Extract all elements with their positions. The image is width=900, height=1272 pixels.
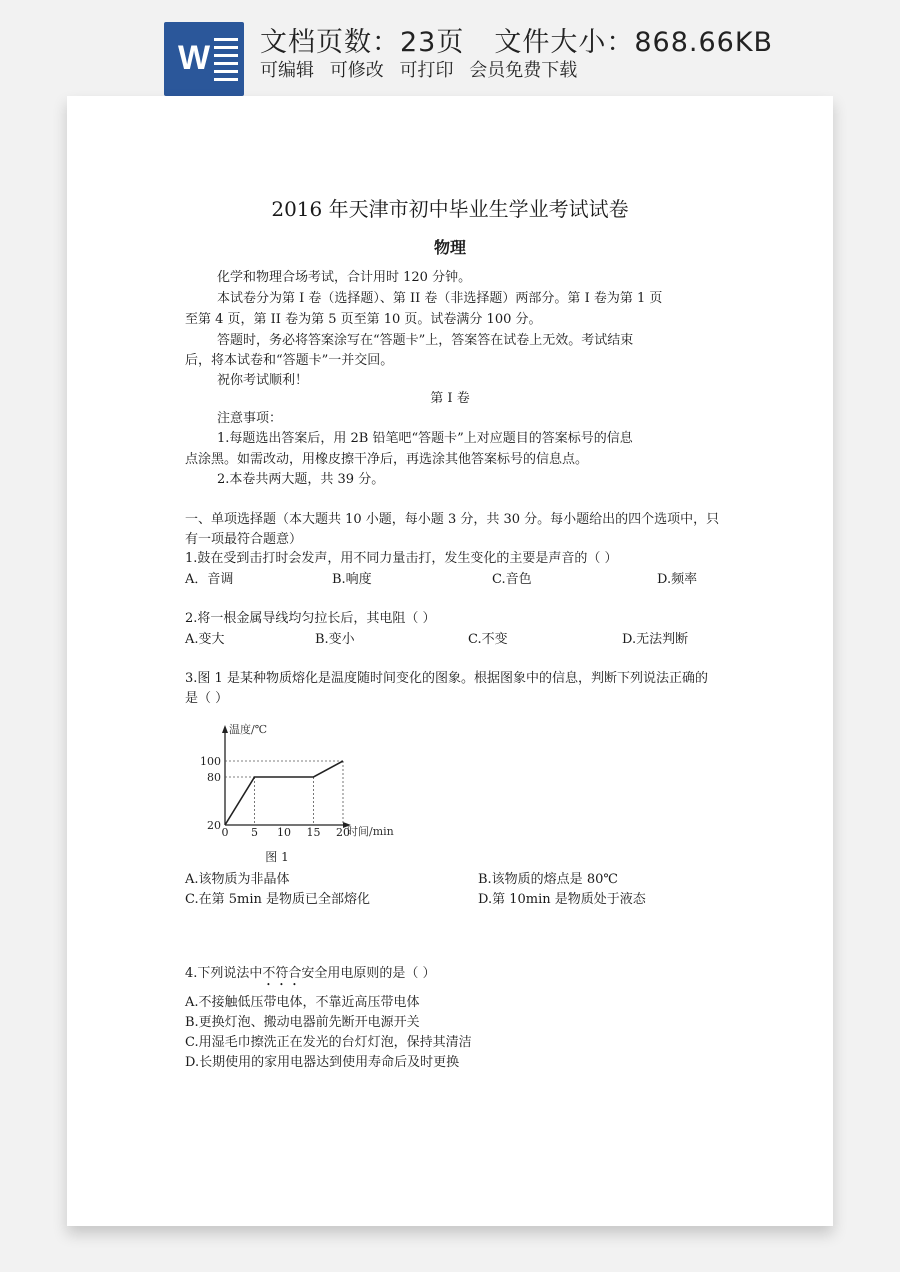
q4-stem-emphasis: 不符合 bbox=[262, 966, 302, 981]
x-tick-label: 20 bbox=[336, 826, 350, 839]
q2-option-d: D.无法判断 bbox=[622, 632, 689, 647]
q2-option-a: A.变大 bbox=[185, 632, 225, 647]
q1-option-d: D.频率 bbox=[657, 572, 698, 587]
x-tick-label: 0 bbox=[221, 826, 229, 839]
intro-line-5: 后，将本试卷和“答题卡”一并交回。 bbox=[185, 353, 394, 368]
notes-title: 注意事项： bbox=[217, 411, 283, 426]
q4-option-d: D.长期使用的家用电器达到使用寿命后及时更换 bbox=[185, 1055, 460, 1070]
intro-line-6: 祝你考试顺利！ bbox=[217, 373, 309, 388]
q4-stem bbox=[185, 965, 436, 989]
file-size: 文件大小：868.66KB bbox=[494, 27, 774, 58]
q3-option-c: C.在第 5min 是物质已全部熔化 bbox=[185, 892, 371, 907]
y-axis-label: 温度/℃ bbox=[229, 723, 268, 736]
q4-stem-suffix: 安全用电原则的是（ ） bbox=[301, 966, 436, 981]
intro-line-3: 至第 4 页，第 II 卷为第 5 页至第 10 页。试卷满分 100 分。 bbox=[185, 312, 542, 327]
x-tick-label: 5 bbox=[251, 826, 258, 839]
note-line-3: 2.本卷共两大题，共 39 分。 bbox=[217, 472, 385, 487]
x-tick-label: 10 bbox=[277, 826, 291, 839]
note-line-1: 1.每题选出答案后，用 2B 铅笔吧“答题卡”上对应题目的答案标号的信息 bbox=[217, 431, 633, 446]
q4-stem-prefix: 4.下列说法中 bbox=[185, 966, 263, 981]
q1-option-a: A．音调 bbox=[185, 572, 234, 587]
page-count: 文档页数：23页 bbox=[260, 27, 465, 58]
y-tick-label: 80 bbox=[207, 771, 221, 784]
figure-1-chart bbox=[197, 721, 417, 871]
q4-option-b: B.更换灯泡、搬动电器前先断开电源开关 bbox=[185, 1015, 420, 1030]
q3-stem-line-2: 是（ ） bbox=[185, 691, 229, 706]
q1-option-c: C.音色 bbox=[492, 572, 532, 587]
feature-modifiable: 可修改 bbox=[329, 60, 384, 81]
word-icon-letter: W bbox=[177, 39, 211, 77]
word-document-icon bbox=[164, 22, 244, 96]
document-stats bbox=[260, 20, 773, 59]
exam-subject: 物理 bbox=[433, 238, 466, 257]
feature-editable: 可编辑 bbox=[260, 60, 314, 81]
section1-line-1: 一、单项选择题（本大题共 10 小题，每小题 3 分，共 30 分。每小题给出的四个选项中，只 bbox=[185, 512, 720, 527]
section1-line-2: 有一项最符合题意） bbox=[185, 532, 303, 547]
q3-option-a: A.该物质为非晶体 bbox=[185, 872, 290, 887]
q3-option-b: B.该物质的熔点是 80℃ bbox=[478, 872, 618, 887]
q4-option-a: A.不接触低压带电体，不靠近高压带电体 bbox=[185, 995, 420, 1010]
y-tick-label: 100 bbox=[200, 755, 221, 768]
intro-line-2: 本试卷分为第 I 卷（选择题）、第 II 卷（非选择题）两部分。第 I 卷为第 1 页 bbox=[217, 291, 663, 306]
q2-option-b: B.变小 bbox=[315, 632, 355, 647]
x-axis-label: 时间/min bbox=[347, 825, 394, 838]
x-tick-label: 15 bbox=[306, 826, 321, 839]
q3-stem-line-1: 3.图 1 是某种物质熔化是温度随时间变化的图象。根据图象中的信息，判断下列说法正确的 bbox=[185, 671, 708, 686]
word-icon-lines bbox=[214, 38, 238, 86]
q4-option-c: C.用湿毛巾擦洗正在发光的台灯灯泡，保持其清洁 bbox=[185, 1035, 472, 1050]
intro-line-1: 化学和物理合场考试，合计用时 120 分钟。 bbox=[217, 270, 472, 285]
temperature-line bbox=[225, 761, 343, 825]
feature-member-download: 会员免费下载 bbox=[469, 60, 578, 81]
note-line-2: 点涂黑。如需改动，用橡皮擦干净后，再选涂其他答案标号的信息点。 bbox=[185, 452, 589, 467]
y-axis-arrow bbox=[222, 725, 228, 733]
feature-list bbox=[260, 56, 587, 82]
intro-line-4: 答题时，务必将答案涂写在“答题卡”上，答案答在试卷上无效。考试结束 bbox=[217, 333, 634, 348]
temperature-time-graph bbox=[197, 721, 417, 871]
q3-option-d: D.第 10min 是物质处于液态 bbox=[478, 892, 646, 907]
figure-caption: 图 1 bbox=[265, 850, 289, 864]
document-page bbox=[67, 96, 833, 1226]
exam-title: 2016 年天津市初中毕业生学业考试试卷 bbox=[271, 197, 629, 221]
q1-stem: 1.鼓在受到击打时会发声，用不同力量击打，发生变化的主要是声音的（ ） bbox=[185, 551, 618, 566]
volume-heading: 第 I 卷 bbox=[430, 391, 470, 406]
feature-printable: 可打印 bbox=[399, 60, 454, 81]
y-tick-label: 20 bbox=[207, 819, 221, 832]
q2-stem: 2.将一根金属导线均匀拉长后，其电阻（ ） bbox=[185, 611, 436, 626]
q2-option-c: C.不变 bbox=[468, 632, 508, 647]
q1-option-b: B.响度 bbox=[332, 572, 372, 587]
document-info-header bbox=[0, 0, 900, 100]
